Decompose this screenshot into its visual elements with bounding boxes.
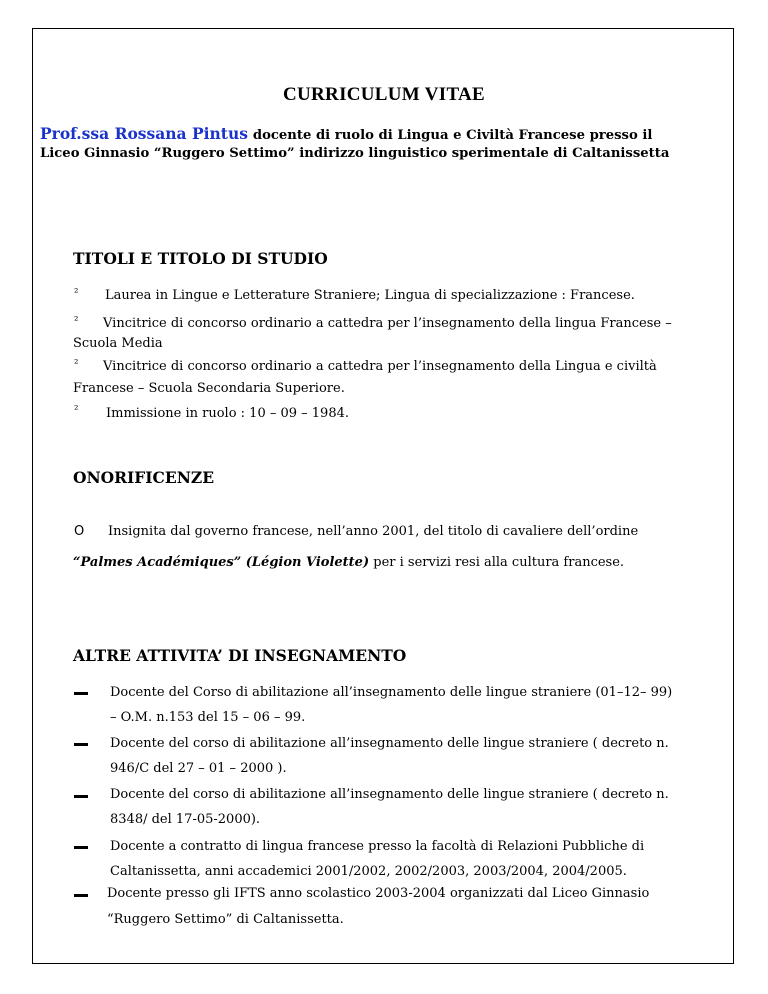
list-item-text: Francese – Scuola Secondaria Superiore. [73,381,345,396]
intro-role: docente di ruolo di Lingua e Civiltà Francese presso il [252,128,653,143]
bullet-marker: ² [74,403,79,416]
list-item-text: 8348/ del 17-05-2000). [110,812,261,827]
dash-bullet-icon [74,743,88,746]
dash-bullet-icon [74,795,88,798]
honor-text-line-1: Insignita dal governo francese, nell’anno 2001, del titolo di cavaliere dell’ordine [108,524,639,539]
list-item-text: Docente a contratto di lingua francese presso la facoltà di Relazioni Pubbliche di [110,839,645,854]
dash-bullet-icon [74,846,88,849]
circle-bullet-icon: O [74,524,85,539]
bullet-marker: ² [74,286,79,299]
list-item-text: Docente del corso di abilitazione all’insegnamento delle lingue straniere ( decreto n. [110,787,669,802]
dash-bullet-icon [74,894,88,897]
section-heading-titoli: TITOLI E TITOLO DI STUDIO [73,249,328,268]
list-item-text: Docente del Corso di abilitazione all’insegnamento delle lingue straniere (01–12– 99) [110,685,673,700]
honor-text-line-2 [73,555,624,570]
list-item-text: Immissione in ruolo : 10 – 09 – 1984. [106,406,350,421]
honor-title: “Palmes Académiques” (Légion Violette) [73,555,370,570]
list-item-text: Docente del corso di abilitazione all’insegnamento delle lingue straniere ( decreto n. [110,736,669,751]
document-title: CURRICULUM VITAE [282,84,486,105]
intro-line-1 [40,124,652,143]
bullet-marker: ² [74,357,79,370]
section-heading-altre-attivita: ALTRE ATTIVITA’ DI INSEGNAMENTO [73,646,407,665]
author-name: Prof.ssa Rossana Pintus [40,124,248,143]
list-item-text: Vincitrice di concorso ordinario a cattedra per l’insegnamento della lingua Francese – [103,316,672,331]
list-item-text: Laurea in Lingue e Letterature Straniere; Lingua di specializzazione : Francese. [105,288,635,303]
list-item-text: Caltanissetta, anni accademici 2001/2002, 2002/2003, 2003/2004, 2004/2005. [110,864,627,879]
list-item-text: Scuola Media [73,336,163,351]
section-heading-onorificenze: ONORIFICENZE [73,468,215,487]
bullet-marker: ² [74,314,79,327]
list-item-text: “Ruggero Settimo” di Caltanissetta. [107,912,344,927]
list-item-text: Docente presso gli IFTS anno scolastico 2003-2004 organizzati dal Liceo Ginnasio [107,886,650,901]
list-item-text: 946/C del 27 – 01 – 2000 ). [110,761,287,776]
list-item-text: – O.M. n.153 del 15 – 06 – 99. [110,710,306,725]
intro-line-2: Liceo Ginnasio “Ruggero Settimo” indirizzo linguistico sperimentale di Caltanissetta [40,146,670,161]
dash-bullet-icon [74,692,88,695]
list-item-text: Vincitrice di concorso ordinario a cattedra per l’insegnamento della Lingua e civiltà [103,359,657,374]
honor-text-rest: per i servizi resi alla cultura francese. [369,555,625,570]
